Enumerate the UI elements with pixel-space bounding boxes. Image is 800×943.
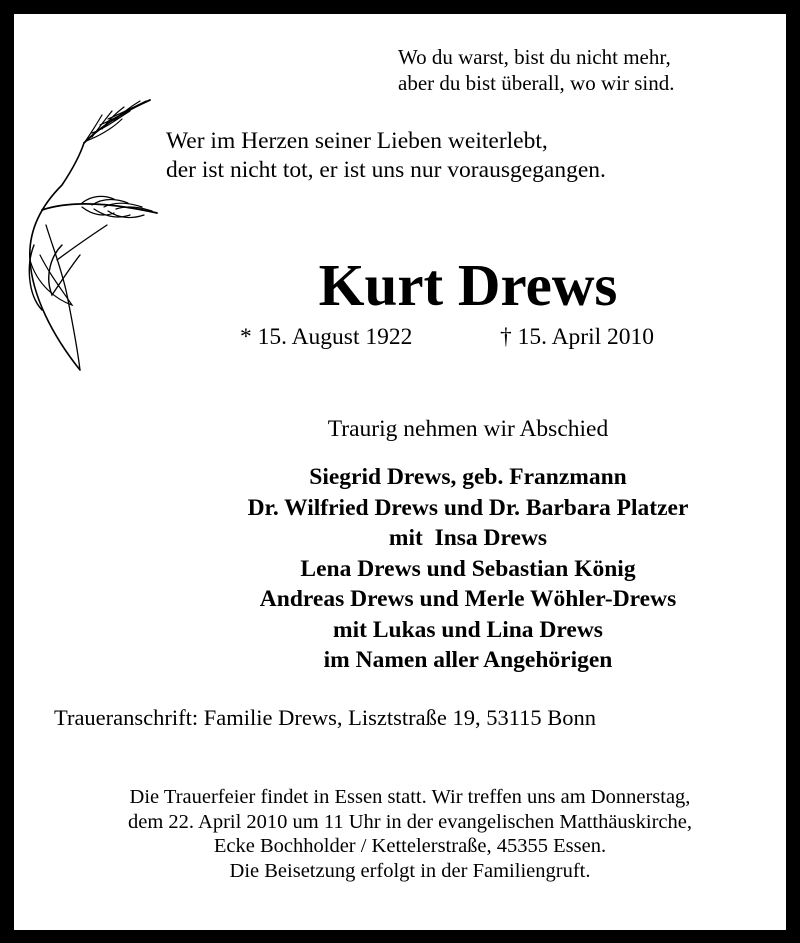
mourner-line: Andreas Drews und Merle Wöhler-Drews: [259, 586, 677, 612]
mourner-line: im Namen aller Angehörigen: [323, 647, 613, 673]
mourning-address: Traueranschrift: Familie Drews, Lisztstraße 19, 53115 Bonn: [54, 705, 596, 730]
ceremony-line: dem 22. April 2010 um 11 Uhr in der evangelischen Matthäuskirche,: [127, 810, 692, 833]
ceremony-line: Die Trauerfeier findet in Essen statt. Wir treffen uns am Donnerstag,: [129, 786, 691, 808]
ceremony-notice: [0, 785, 800, 883]
quote-line: der ist nicht tot, er ist uns nur vorausgegangen.: [166, 157, 606, 183]
motto-line: aber du bist überall, wo wir sind.: [398, 71, 675, 95]
mourner-line: mit Lukas und Lina Drews: [333, 616, 603, 643]
farewell-line: Traurig nehmen wir Abschied: [327, 416, 609, 442]
motto-verse: [398, 44, 674, 96]
motto-line: Wo du warst, bist du nicht mehr,: [398, 45, 671, 69]
mourners-list: [0, 462, 800, 676]
wheat-ears-icon: [22, 95, 162, 380]
ceremony-line: Ecke Bochholder / Kettelerstraße, 45355 Essen.: [213, 835, 607, 857]
memorial-quote: [166, 127, 606, 185]
mourner-line: Siegrid Drews, geb. Franzmann: [309, 464, 627, 490]
mourner-line: Dr. Wilfried Drews und Dr. Barbara Platzer: [247, 494, 689, 521]
ceremony-line: Die Beisetzung erfolgt in der Familiengruft.: [229, 859, 591, 882]
birth-date: * 15. August 1922: [240, 324, 413, 350]
quote-line: Wer im Herzen seiner Lieben weiterlebt,: [166, 128, 548, 154]
death-date: † 15. April 2010: [500, 324, 655, 350]
mourner-line: Lena Drews und Sebastian König: [300, 555, 636, 582]
deceased-name: Kurt Drews: [318, 252, 618, 318]
mourner-line: mit Insa Drews: [388, 525, 548, 551]
